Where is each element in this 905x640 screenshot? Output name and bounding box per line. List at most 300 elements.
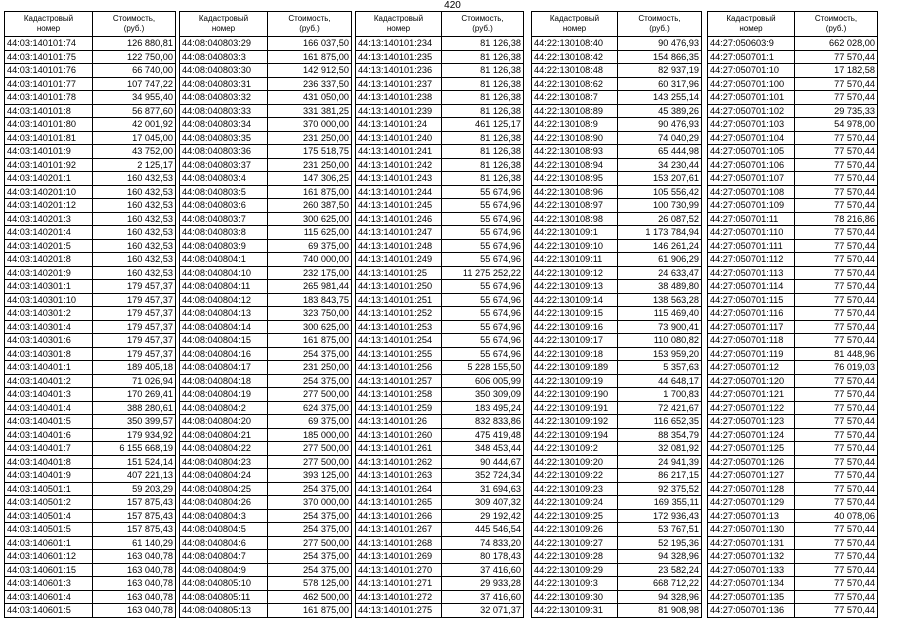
cadastral-number-cell: 44:13:140101:235 xyxy=(356,50,442,64)
cost-cell: 61 140,29 xyxy=(93,536,176,550)
cost-cell: 161 875,00 xyxy=(268,604,352,618)
table-row xyxy=(180,442,352,456)
cost-cell: 160 432,53 xyxy=(93,199,176,213)
table-row xyxy=(708,347,878,361)
table-row xyxy=(708,442,878,456)
table-row xyxy=(708,64,878,78)
cost-cell: 61 906,29 xyxy=(618,253,702,267)
table-row xyxy=(180,145,352,159)
cadastral-table-column-4 xyxy=(531,11,702,618)
header-text: номер xyxy=(36,24,61,33)
table-row xyxy=(356,253,524,267)
table-row xyxy=(180,172,352,186)
cadastral-number-cell: 44:22:130109:25 xyxy=(532,509,618,523)
table-row xyxy=(180,604,352,618)
cadastral-number-cell: 44:13:140101:239 xyxy=(356,104,442,118)
cadastral-number-cell: 44:27:050701:110 xyxy=(708,226,795,240)
table-row xyxy=(180,266,352,280)
table-row xyxy=(5,91,176,105)
cost-cell: 77 570,44 xyxy=(795,442,878,456)
table-row xyxy=(356,280,524,294)
cost-cell: 65 444,98 xyxy=(618,145,702,159)
cost-cell: 43 752,00 xyxy=(93,145,176,159)
cost-cell: 34 955,40 xyxy=(93,91,176,105)
cost-cell: 147 306,25 xyxy=(268,172,352,186)
table-row xyxy=(5,293,176,307)
table-row xyxy=(5,50,176,64)
cost-cell: 254 375,00 xyxy=(268,347,352,361)
table-row xyxy=(532,50,702,64)
header-text: Стоимость, xyxy=(638,14,681,23)
table-row xyxy=(532,239,702,253)
table-row xyxy=(708,523,878,537)
cadastral-number-cell: 44:03:140601:4 xyxy=(5,590,93,604)
cadastral-number-cell: 44:03:140301:6 xyxy=(5,334,93,348)
cadastral-number-cell: 44:08:040803:4 xyxy=(180,172,268,186)
table-row xyxy=(532,496,702,510)
table-row xyxy=(5,64,176,78)
cadastral-number-cell: 44:08:040804:2 xyxy=(180,401,268,415)
table-row xyxy=(708,104,878,118)
cadastral-number-cell: 44:08:040804:18 xyxy=(180,374,268,388)
cost-cell: 81 908,98 xyxy=(618,604,702,618)
cadastral-number-cell: 44:22:130108:98 xyxy=(532,212,618,226)
cadastral-number-cell: 44:22:130109:12 xyxy=(532,266,618,280)
cadastral-number-cell: 44:08:040805:11 xyxy=(180,590,268,604)
cadastral-number-cell: 44:27:050701:126 xyxy=(708,455,795,469)
cost-cell: 160 432,53 xyxy=(93,226,176,240)
table-row xyxy=(532,307,702,321)
cost-cell: 157 875,43 xyxy=(93,496,176,510)
table-row xyxy=(532,266,702,280)
cost-cell: 161 875,00 xyxy=(268,334,352,348)
cost-cell: 29 933,28 xyxy=(442,577,524,591)
table-row xyxy=(356,442,524,456)
cost-cell: 81 126,38 xyxy=(442,50,524,64)
cadastral-number-cell: 44:22:130109:18 xyxy=(532,347,618,361)
cadastral-number-cell: 44:03:140601:15 xyxy=(5,563,93,577)
cadastral-number-cell: 44:27:050701:13 xyxy=(708,509,795,523)
cost-cell: 73 900,41 xyxy=(618,320,702,334)
cadastral-number-cell: 44:03:140101:92 xyxy=(5,158,93,172)
cost-header xyxy=(618,12,702,37)
table-row xyxy=(5,347,176,361)
table-row xyxy=(180,199,352,213)
cadastral-number-cell: 44:27:050701:130 xyxy=(708,523,795,537)
cost-cell: 77 570,44 xyxy=(795,158,878,172)
cadastral-number-cell: 44:08:040805:10 xyxy=(180,577,268,591)
table-row xyxy=(356,172,524,186)
cadastral-number-cell: 44:27:050701:115 xyxy=(708,293,795,307)
table-row xyxy=(180,590,352,604)
table-row xyxy=(532,536,702,550)
header-text: Стоимость, xyxy=(288,14,331,23)
table-row xyxy=(356,185,524,199)
table-row xyxy=(356,199,524,213)
cost-cell: 126 880,81 xyxy=(93,37,176,51)
table-row xyxy=(5,455,176,469)
cost-cell: 160 432,53 xyxy=(93,253,176,267)
cost-cell: 77 570,44 xyxy=(795,428,878,442)
table-row xyxy=(532,590,702,604)
cost-cell: 81 448,96 xyxy=(795,347,878,361)
cost-cell: 69 375,00 xyxy=(268,415,352,429)
cadastral-number-cell: 44:03:140101:74 xyxy=(5,37,93,51)
cost-cell: 475 419,48 xyxy=(442,428,524,442)
cost-cell: 578 125,00 xyxy=(268,577,352,591)
cost-cell: 393 125,00 xyxy=(268,469,352,483)
cadastral-number-cell: 44:08:040804:11 xyxy=(180,280,268,294)
cost-cell: 77 570,44 xyxy=(795,226,878,240)
cadastral-number-cell: 44:27:050701:127 xyxy=(708,469,795,483)
cost-cell: 81 126,38 xyxy=(442,145,524,159)
cost-cell: 100 730,99 xyxy=(618,199,702,213)
table-row xyxy=(5,563,176,577)
cadastral-number-cell: 44:13:140101:268 xyxy=(356,536,442,550)
cadastral-number-cell: 44:27:050603:9 xyxy=(708,37,795,51)
cost-cell: 277 500,00 xyxy=(268,455,352,469)
cost-cell: 55 674,96 xyxy=(442,334,524,348)
cadastral-number-cell: 44:13:140101:253 xyxy=(356,320,442,334)
cadastral-number-cell: 44:13:140101:256 xyxy=(356,361,442,375)
table-row xyxy=(356,550,524,564)
table-row xyxy=(356,509,524,523)
table-row xyxy=(180,253,352,267)
table-row xyxy=(356,563,524,577)
table-row xyxy=(5,172,176,186)
cadastral-number-cell: 44:22:130108:94 xyxy=(532,158,618,172)
table-row xyxy=(5,496,176,510)
cost-cell: 277 500,00 xyxy=(268,388,352,402)
table-row xyxy=(180,347,352,361)
table-row xyxy=(356,401,524,415)
cost-cell: 624 375,00 xyxy=(268,401,352,415)
cost-cell: 254 375,00 xyxy=(268,550,352,564)
cost-cell: 77 570,44 xyxy=(795,563,878,577)
cadastral-number-cell: 44:13:140101:261 xyxy=(356,442,442,456)
cost-cell: 143 255,14 xyxy=(618,91,702,105)
cost-cell: 55 674,96 xyxy=(442,320,524,334)
table-row xyxy=(5,77,176,91)
cadastral-number-cell: 44:22:130108:9 xyxy=(532,118,618,132)
cadastral-number-cell: 44:03:140201:12 xyxy=(5,199,93,213)
cost-header xyxy=(442,12,524,37)
cost-cell: 24 633,47 xyxy=(618,266,702,280)
cost-cell: 81 126,38 xyxy=(442,91,524,105)
header-text: номер xyxy=(739,24,763,33)
cadastral-number-cell: 44:03:140401:5 xyxy=(5,415,93,429)
cost-cell: 29 735,33 xyxy=(795,104,878,118)
cadastral-table-column-5 xyxy=(707,11,878,618)
table-row xyxy=(532,131,702,145)
cadastral-number-cell: 44:08:040803:5 xyxy=(180,185,268,199)
table-row xyxy=(708,334,878,348)
cadastral-table-column-3 xyxy=(355,11,524,618)
cadastral-number-cell: 44:08:040803:35 xyxy=(180,131,268,145)
table-row xyxy=(180,226,352,240)
cost-cell: 37 416,60 xyxy=(442,590,524,604)
cadastral-number-cell: 44:13:140101:240 xyxy=(356,131,442,145)
cadastral-number-cell: 44:27:050701:10 xyxy=(708,64,795,78)
cadastral-number-cell: 44:08:040804:12 xyxy=(180,293,268,307)
cadastral-number-cell: 44:08:040804:20 xyxy=(180,415,268,429)
cadastral-number-cell: 44:13:140101:250 xyxy=(356,280,442,294)
cost-cell: 77 570,44 xyxy=(795,131,878,145)
table-row xyxy=(356,320,524,334)
cost-cell: 55 674,96 xyxy=(442,239,524,253)
cost-cell: 81 126,38 xyxy=(442,158,524,172)
cost-cell: 189 405,18 xyxy=(93,361,176,375)
table-row xyxy=(708,455,878,469)
cadastral-number-cell: 44:08:040804:15 xyxy=(180,334,268,348)
cost-cell: 300 625,00 xyxy=(268,212,352,226)
cadastral-number-cell: 44:22:130108:97 xyxy=(532,199,618,213)
table-row xyxy=(708,590,878,604)
cadastral-number-cell: 44:03:140501:1 xyxy=(5,482,93,496)
table-row xyxy=(180,577,352,591)
cadastral-number-cell: 44:03:140201:4 xyxy=(5,226,93,240)
cadastral-number-cell: 44:13:140101:264 xyxy=(356,482,442,496)
cadastral-table-column-2 xyxy=(179,11,352,618)
cost-cell: 179 934,92 xyxy=(93,428,176,442)
cost-cell: 6 155 668,19 xyxy=(93,442,176,456)
cost-cell: 60 317,96 xyxy=(618,77,702,91)
cost-cell: 163 040,78 xyxy=(93,563,176,577)
cadastral-number-cell: 44:13:140101:272 xyxy=(356,590,442,604)
cost-cell: 94 328,96 xyxy=(618,590,702,604)
cost-cell: 17 045,00 xyxy=(93,131,176,145)
header-text: Стоимость, xyxy=(112,14,156,23)
table-header-row xyxy=(180,12,352,37)
cost-cell: 160 432,53 xyxy=(93,172,176,186)
cadastral-number-cell: 44:22:130109:23 xyxy=(532,482,618,496)
cadastral-number-cell: 44:08:040803:33 xyxy=(180,104,268,118)
cadastral-number-cell: 44:13:140101:247 xyxy=(356,226,442,240)
header-text: Кадастровый xyxy=(726,14,776,23)
table-row xyxy=(5,185,176,199)
cost-cell: 86 217,15 xyxy=(618,469,702,483)
cadastral-number-cell: 44:27:050701:136 xyxy=(708,604,795,618)
table-row xyxy=(356,523,524,537)
table-row xyxy=(5,482,176,496)
cadastral-number-cell: 44:22:130109:2 xyxy=(532,442,618,456)
cost-cell: 77 570,44 xyxy=(795,374,878,388)
cost-cell: 77 570,44 xyxy=(795,50,878,64)
table-row xyxy=(708,266,878,280)
cost-cell: 53 767,51 xyxy=(618,523,702,537)
cost-cell: 77 570,44 xyxy=(795,550,878,564)
cadastral-number-cell: 44:03:140401:1 xyxy=(5,361,93,375)
table-row xyxy=(532,334,702,348)
cadastral-number-cell: 44:27:050701:132 xyxy=(708,550,795,564)
table-row xyxy=(708,226,878,240)
cadastral-number-cell: 44:27:050701:116 xyxy=(708,307,795,321)
cost-cell: 832 833,86 xyxy=(442,415,524,429)
cost-cell: 740 000,00 xyxy=(268,253,352,267)
cadastral-number-cell: 44:22:130108:40 xyxy=(532,37,618,51)
cost-cell: 179 457,37 xyxy=(93,307,176,321)
cadastral-number-cell: 44:13:140101:260 xyxy=(356,428,442,442)
table-row xyxy=(532,577,702,591)
table-row xyxy=(532,253,702,267)
cost-cell: 179 457,37 xyxy=(93,334,176,348)
table-row xyxy=(708,307,878,321)
cost-cell: 236 337,50 xyxy=(268,77,352,91)
cadastral-number-cell: 44:22:130109:30 xyxy=(532,590,618,604)
cadastral-number-cell: 44:03:140201:9 xyxy=(5,266,93,280)
cadastral-number-cell: 44:13:140101:249 xyxy=(356,253,442,267)
table-row xyxy=(356,266,524,280)
cadastral-number-cell: 44:03:140301:1 xyxy=(5,280,93,294)
table-row xyxy=(532,104,702,118)
cost-cell: 163 040,78 xyxy=(93,604,176,618)
cadastral-number-cell: 44:03:140301:2 xyxy=(5,307,93,321)
cadastral-number-cell: 44:27:050701:112 xyxy=(708,253,795,267)
cadastral-number-header xyxy=(708,12,795,37)
cadastral-number-cell: 44:13:140101:245 xyxy=(356,199,442,213)
header-text: номер xyxy=(386,24,411,33)
cost-cell: 115 469,40 xyxy=(618,307,702,321)
table-row xyxy=(356,37,524,51)
cost-cell: 185 000,00 xyxy=(268,428,352,442)
cost-cell: 69 375,00 xyxy=(268,239,352,253)
cost-cell: 55 674,96 xyxy=(442,199,524,213)
cost-cell: 81 126,38 xyxy=(442,104,524,118)
cadastral-number-cell: 44:22:130109:189 xyxy=(532,361,618,375)
cost-cell: 445 546,54 xyxy=(442,523,524,537)
cost-cell: 77 570,44 xyxy=(795,388,878,402)
cadastral-number-cell: 44:03:140101:80 xyxy=(5,118,93,132)
cadastral-number-cell: 44:27:050701:135 xyxy=(708,590,795,604)
table-row xyxy=(708,212,878,226)
table-row xyxy=(532,388,702,402)
table-row xyxy=(532,226,702,240)
cost-cell: 170 269,41 xyxy=(93,388,176,402)
cadastral-number-cell: 44:13:140101:246 xyxy=(356,212,442,226)
cadastral-number-cell: 44:27:050701:106 xyxy=(708,158,795,172)
cadastral-number-cell: 44:08:040804:14 xyxy=(180,320,268,334)
cadastral-number-cell: 44:27:050701:11 xyxy=(708,212,795,226)
cadastral-number-cell: 44:22:130109:11 xyxy=(532,253,618,267)
table-row xyxy=(532,212,702,226)
cost-cell: 146 261,24 xyxy=(618,239,702,253)
cost-cell: 116 652,35 xyxy=(618,415,702,429)
cadastral-number-header xyxy=(180,12,268,37)
cadastral-number-cell: 44:22:130109:191 xyxy=(532,401,618,415)
cadastral-number-cell: 44:08:040804:6 xyxy=(180,536,268,550)
cadastral-number-cell: 44:08:040803:30 xyxy=(180,64,268,78)
table-row xyxy=(180,482,352,496)
cost-cell: 76 019,03 xyxy=(795,361,878,375)
cadastral-number-cell: 44:08:040803:3 xyxy=(180,50,268,64)
table-row xyxy=(708,320,878,334)
cadastral-number-cell: 44:27:050701:119 xyxy=(708,347,795,361)
cost-cell: 431 050,00 xyxy=(268,91,352,105)
header-text: номер xyxy=(211,24,236,33)
cadastral-number-cell: 44:13:140101:254 xyxy=(356,334,442,348)
cadastral-number-cell: 44:27:050701:102 xyxy=(708,104,795,118)
cost-cell: 94 328,96 xyxy=(618,550,702,564)
table-row xyxy=(708,361,878,375)
cadastral-number-cell: 44:22:130109:192 xyxy=(532,415,618,429)
table-header-row xyxy=(5,12,176,37)
cost-cell: 277 500,00 xyxy=(268,442,352,456)
cadastral-number-cell: 44:08:040804:3 xyxy=(180,509,268,523)
cost-cell: 348 453,44 xyxy=(442,442,524,456)
table-row xyxy=(5,131,176,145)
table-row xyxy=(356,212,524,226)
cost-cell: 81 126,38 xyxy=(442,77,524,91)
cost-cell: 77 570,44 xyxy=(795,469,878,483)
cadastral-number-cell: 44:08:040804:17 xyxy=(180,361,268,375)
cost-cell: 350 399,57 xyxy=(93,415,176,429)
header-text: номер xyxy=(562,24,587,33)
cadastral-number-cell: 44:08:040804:1 xyxy=(180,253,268,267)
cadastral-number-cell: 44:08:040804:19 xyxy=(180,388,268,402)
table-row xyxy=(708,239,878,253)
cost-cell: 55 674,96 xyxy=(442,347,524,361)
table-row xyxy=(356,226,524,240)
table-row xyxy=(532,455,702,469)
table-row xyxy=(356,428,524,442)
cadastral-number-cell: 44:03:140501:5 xyxy=(5,523,93,537)
cost-cell: 88 354,79 xyxy=(618,428,702,442)
cost-cell: 77 570,44 xyxy=(795,320,878,334)
cadastral-number-cell: 44:22:130108:96 xyxy=(532,185,618,199)
table-row xyxy=(356,239,524,253)
cost-cell: 323 750,00 xyxy=(268,307,352,321)
table-row xyxy=(532,77,702,91)
cost-cell: 78 216,86 xyxy=(795,212,878,226)
cost-cell: 105 556,42 xyxy=(618,185,702,199)
header-text: Стоимость, xyxy=(814,14,858,23)
table-row xyxy=(532,199,702,213)
table-row xyxy=(180,293,352,307)
table-row xyxy=(5,145,176,159)
cost-cell: 161 875,00 xyxy=(268,185,352,199)
table-row xyxy=(708,118,878,132)
cost-cell: 81 126,38 xyxy=(442,64,524,78)
cost-cell: 77 570,44 xyxy=(795,280,878,294)
table-row xyxy=(356,455,524,469)
cadastral-number-cell: 44:03:140101:81 xyxy=(5,131,93,145)
table-row xyxy=(708,509,878,523)
header-text: (руб.) xyxy=(123,24,145,33)
cadastral-number-cell: 44:08:040805:13 xyxy=(180,604,268,618)
table-row xyxy=(532,361,702,375)
cadastral-number-cell: 44:27:050701:104 xyxy=(708,131,795,145)
cadastral-number-cell: 44:13:140101:251 xyxy=(356,293,442,307)
table-row xyxy=(708,131,878,145)
table-row xyxy=(708,158,878,172)
table-row xyxy=(532,64,702,78)
table-row xyxy=(532,145,702,159)
table-row xyxy=(532,442,702,456)
cadastral-number-cell: 44:13:140101:267 xyxy=(356,523,442,537)
cadastral-number-cell: 44:08:040803:8 xyxy=(180,226,268,240)
cost-cell: 300 625,00 xyxy=(268,320,352,334)
table-row xyxy=(356,347,524,361)
cadastral-number-cell: 44:27:050701:125 xyxy=(708,442,795,456)
cadastral-number-cell: 44:22:130109:27 xyxy=(532,536,618,550)
cadastral-number-cell: 44:13:140101:263 xyxy=(356,469,442,483)
table-row xyxy=(708,536,878,550)
table-row xyxy=(180,131,352,145)
cost-cell: 45 389,26 xyxy=(618,104,702,118)
table-row xyxy=(708,293,878,307)
table-row xyxy=(532,523,702,537)
cadastral-number-cell: 44:22:130109:17 xyxy=(532,334,618,348)
